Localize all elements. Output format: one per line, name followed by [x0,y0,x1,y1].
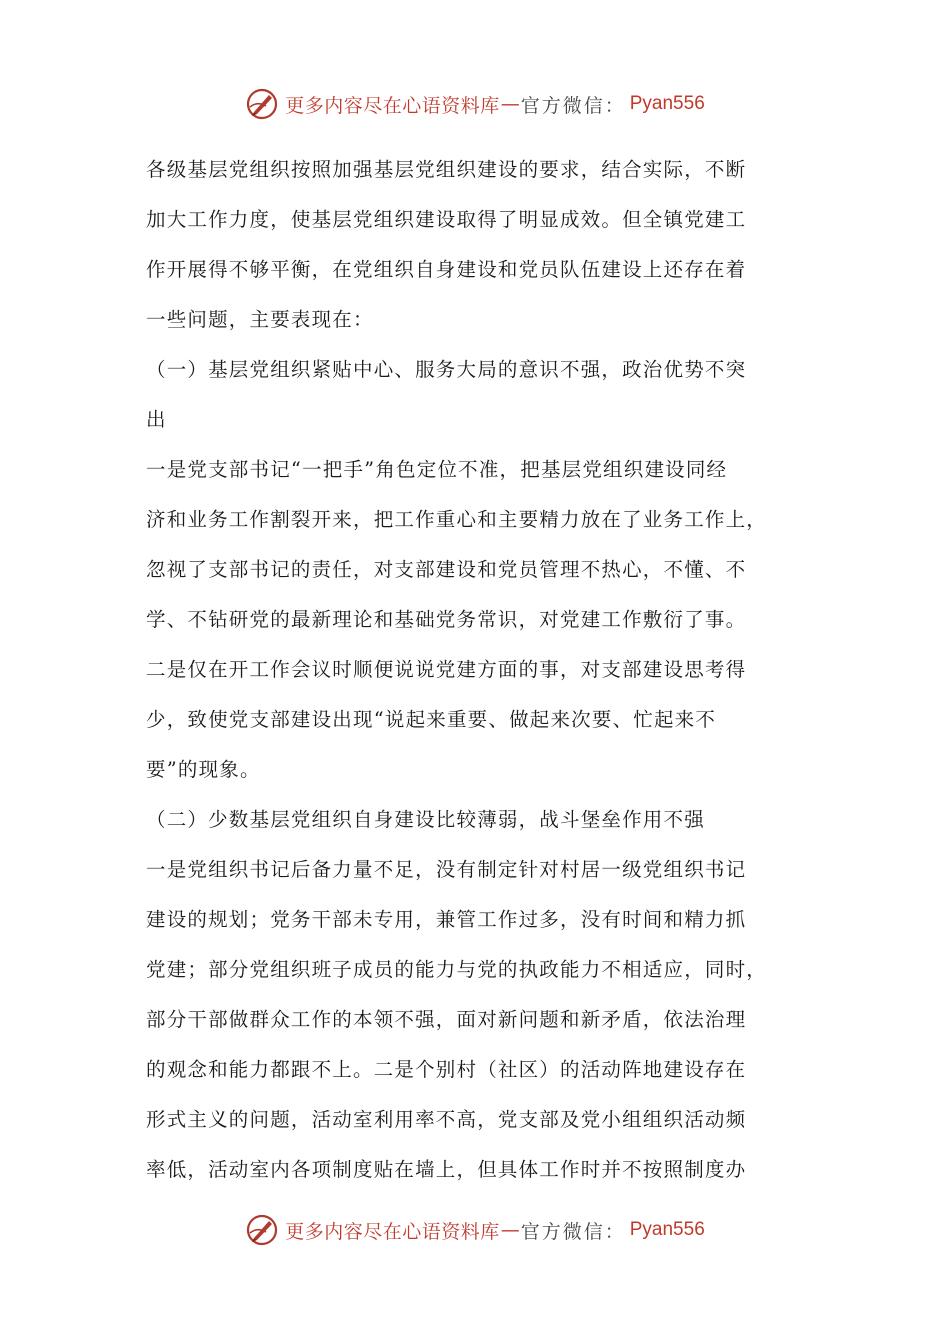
header-banner [0,82,950,126]
text-line: 济和业务工作割裂开来，把工作重心和主要精力放在了业务工作上， [146,508,768,531]
pen-logo-icon [245,1213,279,1247]
text-line: 加大工作力度，使基层党组织建设取得了明显成效。但全镇党建工 [146,208,747,231]
text-line: 部分干部做群众工作的本领不强，面对新问题和新矛盾，依法治理 [146,1008,747,1031]
brand-name: 更多内容尽在心语资料库 [285,94,500,117]
wechat-label: 官方微信： [520,1220,626,1243]
text-line: 少，致使党支部建设出现“说起来重要、做起来次要、忙起来不 [146,708,717,731]
text-line: 建设的规划；党务干部未专用，兼管工作过多，没有时间和精力抓 [146,908,747,931]
footer-banner [0,1208,950,1252]
text-line: 一是党支部书记“一把手”角色定位不准，把基层党组织建设同经 [146,458,728,481]
text-line: 二是仅在开工作会议时顺便说说党建方面的事，对支部建设思考得 [146,658,747,681]
text-line: 率低，活动室内各项制度贴在墙上，但具体工作时并不按照制度办 [146,1158,747,1181]
section-heading: （一）基层党组织紧贴中心、服务大局的意识不强，政治优势不突 [146,358,747,381]
text-line: 党建；部分党组织班子成员的能力与党的执政能力不相适应，同时， [146,958,768,981]
text-line: 一是党组织书记后备力量不足，没有制定针对村居一级党组织书记 [146,858,747,881]
pen-logo-icon [245,87,279,121]
separator-dash: — [500,93,520,115]
text-line: 要”的现象。 [146,758,261,781]
text-line: 作开展得不够平衡，在党组织自身建设和党员队伍建设上还存在着 [146,258,747,281]
section-heading: 出 [146,408,167,431]
wechat-handle: Pyan556 [629,1219,705,1240]
wechat-handle: Pyan556 [629,93,705,114]
text-line: 一些问题，主要表现在： [146,308,374,331]
section-heading: （二）少数基层党组织自身建设比较薄弱，战斗堡垒作用不强 [146,808,705,831]
brand-name: 更多内容尽在心语资料库 [285,1220,500,1243]
text-line: 忽视了支部书记的责任，对支部建设和党员管理不热心，不懂、不 [146,558,747,581]
text-line: 形式主义的问题，活动室利用率不高，党支部及党小组组织活动频 [146,1108,747,1131]
text-line: 各级基层党组织按照加强基层党组织建设的要求，结合实际，不断 [146,158,747,181]
document-body [146,145,808,1195]
text-line: 的观念和能力都跟不上。二是个别村（社区）的活动阵地建设存在 [146,1058,747,1081]
wechat-label: 官方微信： [520,94,626,117]
text-line: 学、不钻研党的最新理论和基础党务常识，对党建工作敷衍了事。 [146,608,747,631]
separator-dash: — [500,1219,520,1241]
